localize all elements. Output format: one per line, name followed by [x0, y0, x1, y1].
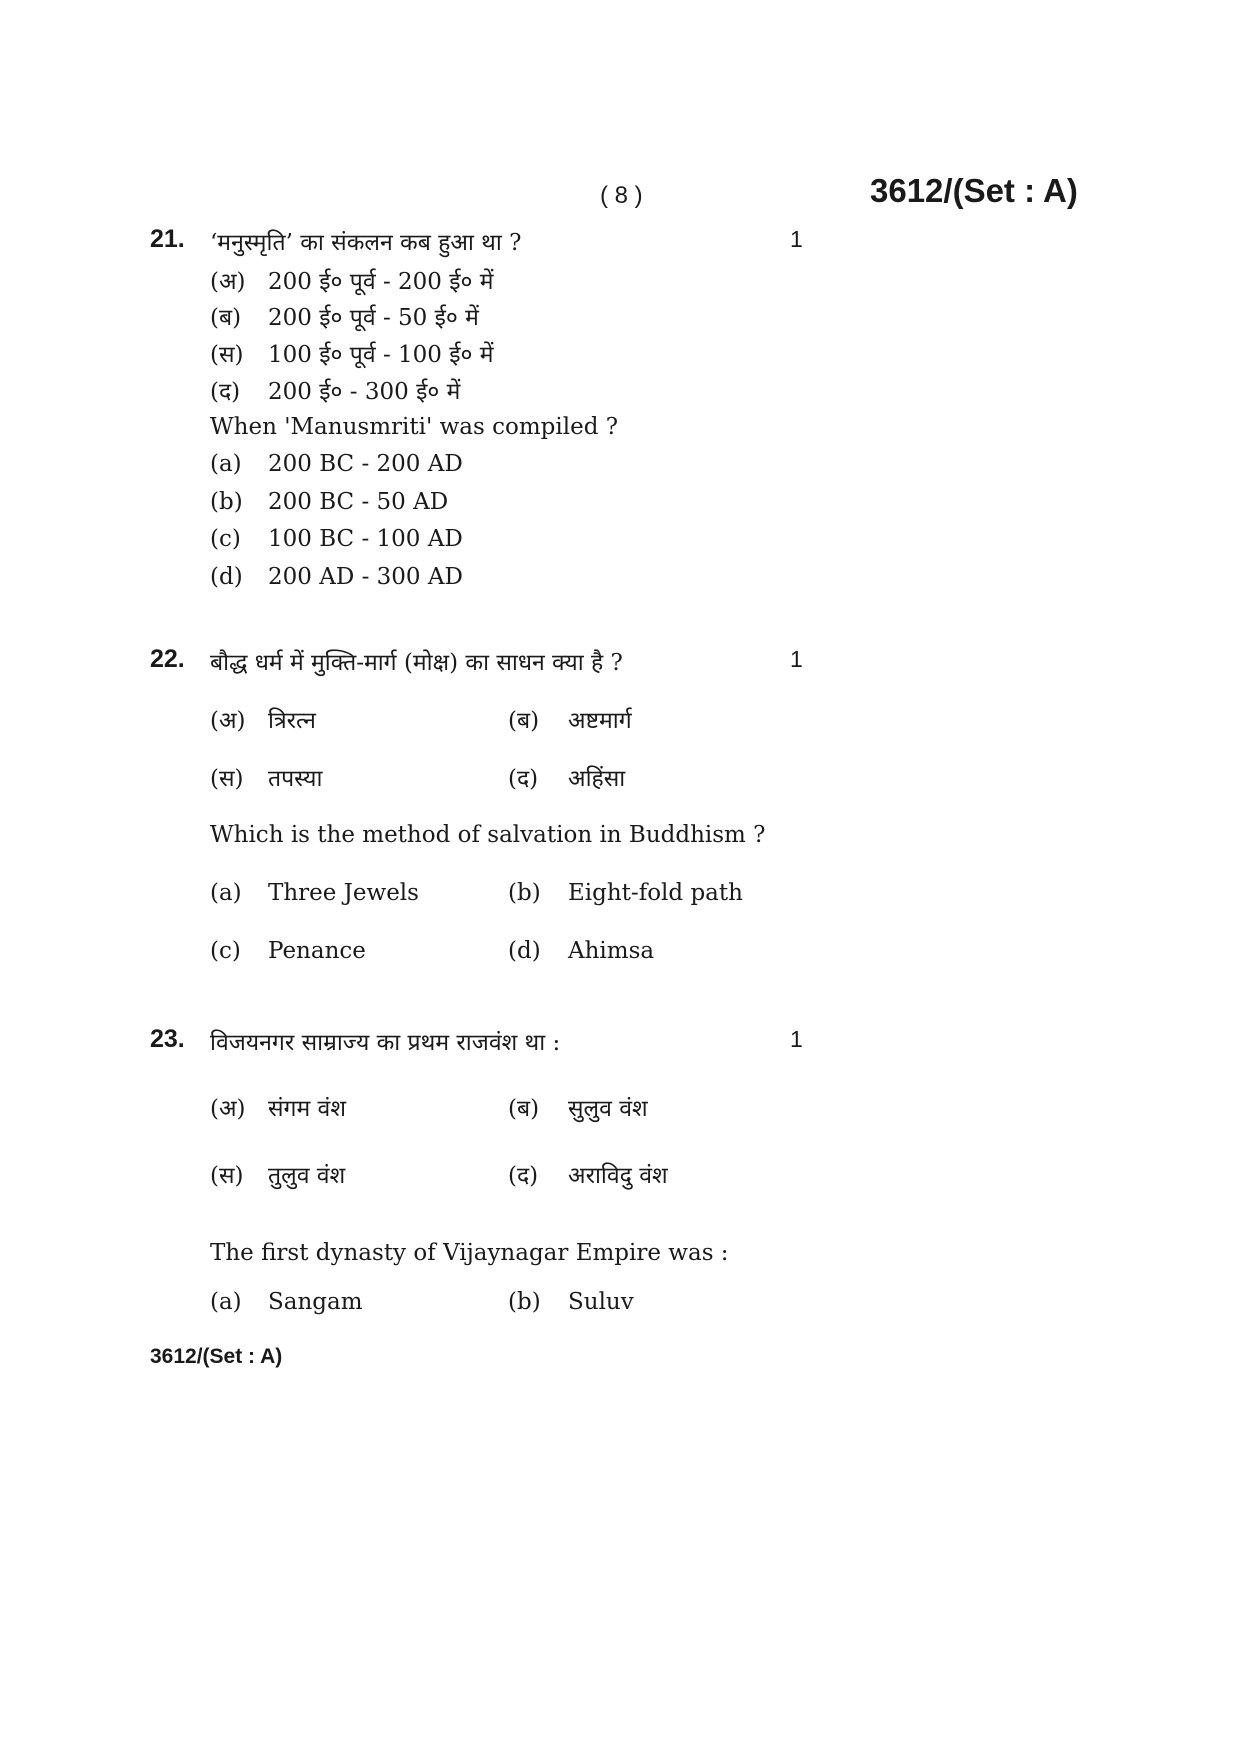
question-marks: 1	[790, 1026, 803, 1052]
option-text: 200 AD - 300 AD	[268, 564, 463, 590]
page-number: ( 8 )	[600, 182, 643, 209]
option-label: (ब)	[210, 305, 242, 331]
set-code-header: 3612/(Set : A)	[870, 172, 1078, 209]
question-text-english: Which is the method of salvation in Buddhism ?	[210, 822, 766, 848]
option-text: Suluv	[568, 1289, 634, 1315]
set-code-footer: 3612/(Set : A)	[150, 1345, 283, 1368]
option-text: 200 ई० पूर्व - 50 ई० में	[268, 305, 479, 331]
option-label: (द)	[508, 1163, 539, 1189]
question-text-english: When 'Manusmriti' was compiled ?	[210, 414, 619, 440]
option-label: (c)	[210, 938, 241, 964]
question-text-english: The first dynasty of Vijaynagar Empire was :	[210, 1240, 729, 1266]
question-text-hindi: ‘मनुस्मृति’ का संकलन कब हुआ था ?	[210, 230, 522, 256]
option-text: अराविदु वंश	[568, 1163, 668, 1189]
option-label: (ब)	[508, 1096, 540, 1122]
option-text: 200 ई० पूर्व - 200 ई० में	[268, 269, 494, 295]
option-text: संगम वंश	[268, 1096, 346, 1122]
option-label: (d)	[210, 564, 243, 590]
option-label: (a)	[210, 1289, 242, 1315]
question-text-hindi: बौद्ध धर्म में मुक्ति-मार्ग (मोक्ष) का साधन क्या है ?	[210, 650, 623, 676]
question-number: 22.	[150, 645, 185, 673]
option-label: (d)	[508, 938, 541, 964]
option-label: (ब)	[508, 708, 540, 734]
option-label: (c)	[210, 526, 241, 552]
question-marks: 1	[790, 646, 803, 672]
option-text: अष्टमार्ग	[568, 708, 632, 734]
option-label: (स)	[210, 766, 244, 792]
option-text: Three Jewels	[268, 880, 419, 906]
option-label: (अ)	[210, 1096, 246, 1122]
option-label: (अ)	[210, 708, 246, 734]
option-text: 200 BC - 200 AD	[268, 451, 463, 477]
option-text: अहिंसा	[568, 766, 626, 792]
option-text: 100 BC - 100 AD	[268, 526, 463, 552]
option-text: 100 ई० पूर्व - 100 ई० में	[268, 342, 494, 368]
option-text: Sangam	[268, 1289, 363, 1315]
option-text: 200 BC - 50 AD	[268, 489, 449, 515]
option-text: 200 ई० - 300 ई० में	[268, 379, 461, 405]
option-text: तपस्या	[268, 766, 323, 792]
option-text: सुलुव वंश	[568, 1096, 648, 1122]
option-label: (b)	[210, 489, 243, 515]
option-label: (a)	[210, 880, 242, 906]
option-label: (द)	[210, 379, 241, 405]
option-label: (a)	[210, 451, 242, 477]
question-text-hindi: विजयनगर साम्राज्य का प्रथम राजवंश था :	[210, 1030, 561, 1056]
question-marks: 1	[790, 226, 803, 252]
option-label: (स)	[210, 1163, 244, 1189]
option-label: (स)	[210, 342, 244, 368]
option-label: (अ)	[210, 269, 246, 295]
option-label: (b)	[508, 1289, 541, 1315]
option-text: Eight-fold path	[568, 880, 743, 906]
option-text: तुलुव वंश	[268, 1163, 346, 1189]
question-number: 21.	[150, 225, 185, 253]
option-text: Ahimsa	[568, 938, 655, 964]
option-label: (b)	[508, 880, 541, 906]
option-text: त्रिरत्न	[268, 708, 316, 734]
option-text: Penance	[268, 938, 366, 964]
option-label: (द)	[508, 766, 539, 792]
question-number: 23.	[150, 1025, 185, 1053]
